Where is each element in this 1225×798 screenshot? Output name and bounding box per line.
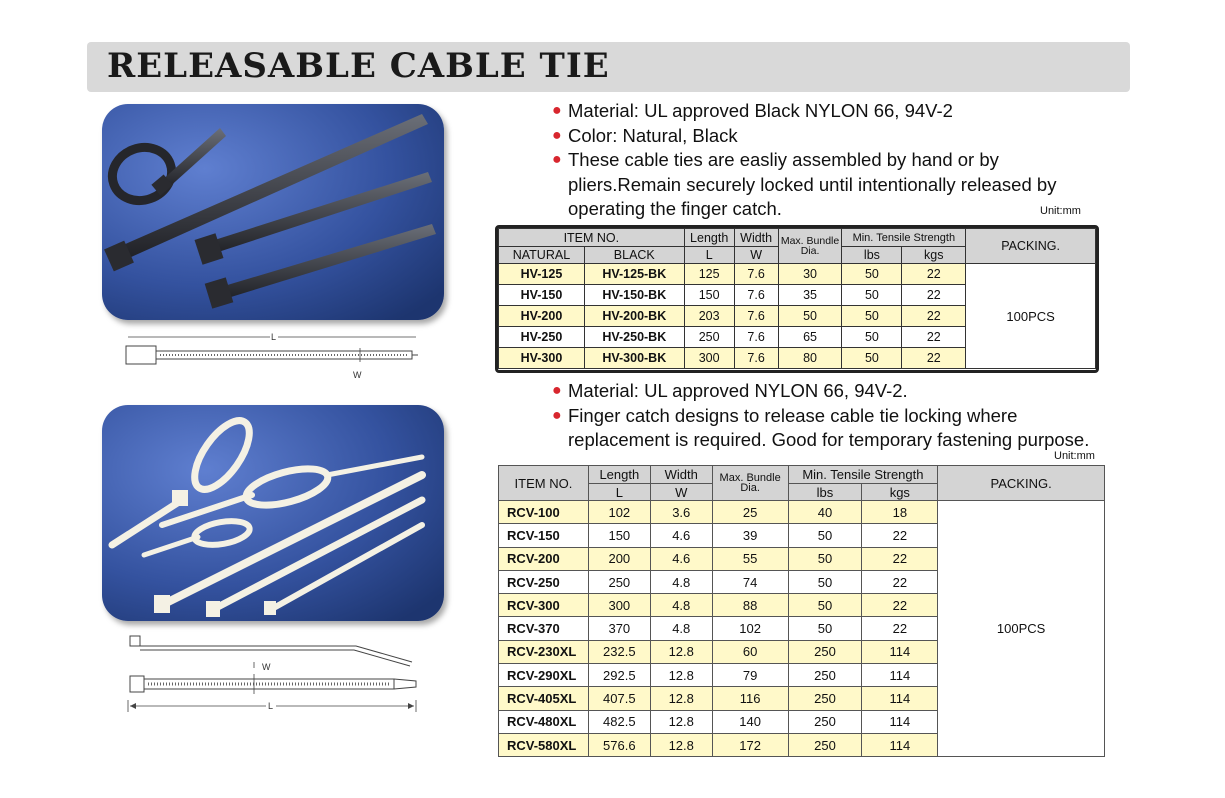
feature-item: ● Material: UL approved NYLON 66, 94V-2. <box>552 379 1132 404</box>
kgs-header: kgs <box>862 484 938 501</box>
table-row: HV-150 HV-150-BK 150 7.6 35 50 22 <box>499 285 1096 306</box>
packing-value: 100PCS <box>938 501 1105 757</box>
tensile-header: Min. Tensile Strength <box>842 229 966 247</box>
bullet-icon: ● <box>552 406 562 424</box>
table-row: RCV-290XL 292.5 12.8 79 250 114 <box>499 664 1105 687</box>
hv-spec-table <box>498 228 1096 369</box>
table-row: RCV-200 200 4.6 55 50 22 <box>499 547 1105 570</box>
l-header: L <box>588 484 650 501</box>
length-header: Length <box>588 466 650 484</box>
packing-header: PACKING. <box>938 466 1105 501</box>
width-label-2: W <box>262 662 271 672</box>
hv-spec-table-frame <box>495 225 1099 373</box>
table-row: HV-200 HV-200-BK 203 7.6 50 50 22 <box>499 306 1096 327</box>
bullet-icon: ● <box>552 126 562 144</box>
length-label-2: L <box>268 701 274 711</box>
width-header: Width <box>650 466 712 484</box>
item-no-header: ITEM NO. <box>499 229 685 247</box>
tensile-header: Min. Tensile Strength <box>788 466 938 484</box>
feature-item: ● Finger catch designs to release cable tie locking where replacement is required. Good for temporary fastening purpose. <box>552 404 1090 450</box>
w-header: W <box>650 484 712 501</box>
lbs-header: lbs <box>788 484 862 501</box>
table-row: RCV-405XL 407.5 12.8 116 250 114 <box>499 687 1105 710</box>
table-row: RCV-250 250 4.8 74 50 22 <box>499 570 1105 593</box>
natural-cable-tie-photo <box>102 405 444 621</box>
max-bundle-header: Max. Bundle Dia. <box>712 466 788 501</box>
kgs-header: kgs <box>902 247 966 264</box>
hv-tie-dimension-drawing <box>120 328 420 380</box>
table-row: RCV-100 102 3.6 25 40 18 100PCS <box>499 501 1105 524</box>
table-row: RCV-580XL 576.6 12.8 172 250 114 <box>499 733 1105 756</box>
packing-header: PACKING. <box>966 229 1096 264</box>
feature-item: ● Color: Natural, Black <box>552 124 1112 149</box>
page-title: RELEASABLE CABLE TIE <box>107 46 610 86</box>
rcv-tie-dimension-drawing <box>124 632 420 714</box>
width-label: W <box>353 370 362 380</box>
feature-item: ● These cable ties are easliy assembled by hand or by pliers.Remain securely locked until intentionally released by operating the finger catch. <box>552 149 1057 219</box>
table-row: RCV-370 370 4.8 102 50 22 <box>499 617 1105 640</box>
l-header: L <box>684 247 734 264</box>
max-bundle-header: Max. Bundle Dia. <box>778 229 842 264</box>
table-row: RCV-480XL 482.5 12.8 140 250 114 <box>499 710 1105 733</box>
lbs-header: lbs <box>842 247 902 264</box>
length-header: Length <box>684 229 734 247</box>
bullet-icon: ● <box>552 151 562 168</box>
rcv-feature-list <box>552 379 1132 453</box>
bullet-icon: ● <box>552 382 562 399</box>
table-row: HV-300 HV-300-BK 300 7.6 80 50 22 <box>499 348 1096 369</box>
feature-item: ● Material: UL approved Black NYLON 66, 94V-2 <box>552 99 1112 124</box>
black-cable-tie-photo <box>102 104 444 320</box>
width-header: Width <box>734 229 778 247</box>
bullet-icon: ● <box>552 102 562 119</box>
natural-header: NATURAL <box>499 247 585 264</box>
rcv-spec-table <box>498 465 1105 757</box>
w-header: W <box>734 247 778 264</box>
table-row: RCV-300 300 4.8 88 50 22 <box>499 594 1105 617</box>
length-label: L <box>271 332 277 342</box>
unit-label: Unit:mm <box>1040 205 1081 217</box>
item-no-header: ITEM NO. <box>499 466 589 501</box>
hv-feature-list <box>552 99 1112 222</box>
table-row: RCV-230XL 232.5 12.8 60 250 114 <box>499 640 1105 663</box>
black-header: BLACK <box>584 247 684 264</box>
unit-label-2: Unit:mm <box>1054 450 1095 462</box>
packing-value: 100PCS <box>966 264 1096 369</box>
table-row: RCV-150 150 4.6 39 50 22 <box>499 524 1105 547</box>
title-bar <box>87 42 1130 92</box>
table-row: HV-250 HV-250-BK 250 7.6 65 50 22 <box>499 327 1096 348</box>
table-row: HV-125 HV-125-BK 125 7.6 30 50 22 100PCS <box>499 264 1096 285</box>
